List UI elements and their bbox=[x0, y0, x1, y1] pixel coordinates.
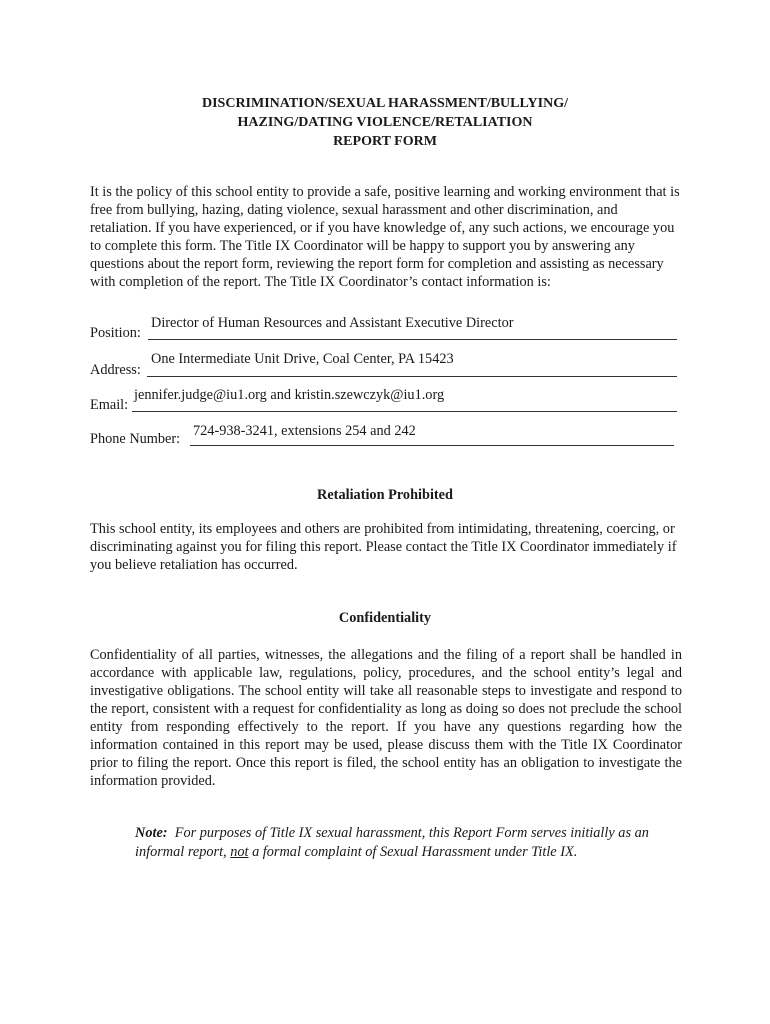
retaliation-paragraph: This school entity, its employees and others are prohibited from intimidating, threatening, coercing, or discriminating against you for filing this report. Please contact the Title IX Coordinator immediately if you believe retaliation has occurred. bbox=[90, 521, 677, 573]
address-field bbox=[90, 351, 677, 379]
phone-underline bbox=[190, 445, 674, 446]
address-value: One Intermediate Unit Drive, Coal Center, PA 15423 bbox=[151, 351, 454, 367]
note-text-before: For purposes of Title IX sexual harassment, this Report Form serves initially as an informal report, bbox=[135, 825, 649, 860]
position-value: Director of Human Resources and Assistant Executive Director bbox=[151, 315, 514, 331]
address-label: Address: bbox=[90, 362, 141, 378]
note-text-after: a formal complaint of Sexual Harassment under Title IX. bbox=[252, 844, 578, 860]
email-underline bbox=[132, 411, 677, 412]
email-value: jennifer.judge@iu1.org and kristin.szewczyk@iu1.org bbox=[134, 387, 445, 403]
confidentiality-paragraph: Confidentiality of all parties, witnesses, the allegations and the filing of a report shall be handled in accordance with applicable law, regulations, policy, procedures, and the school entity’s legal and investigative obligations. The school entity will take all reasonable steps to investigate and respond to the report, consistent with a request for confidentiality as long as doing so does not preclude the school entity from responding effectively to the report. If you have any questions regarding how the information contained in this report may be used, please discuss them with the Title IX Coordinator prior to filing the report. Once this report is filed, the school entity has an obligation to investigate the information provided. bbox=[90, 647, 682, 789]
phone-field bbox=[90, 423, 674, 448]
note-paragraph bbox=[135, 824, 695, 862]
position-underline bbox=[148, 339, 677, 340]
position-field bbox=[90, 315, 677, 342]
title-line-2: HAZING/DATING VIOLENCE/RETALIATION bbox=[237, 115, 533, 130]
title-line-3: REPORT FORM bbox=[333, 134, 437, 149]
email-field bbox=[90, 387, 677, 414]
phone-label: Phone Number: bbox=[90, 431, 181, 447]
confidentiality-heading: Confidentiality bbox=[338, 610, 432, 626]
title-line-1: DISCRIMINATION/SEXUAL HARASSMENT/BULLYING/ bbox=[201, 96, 569, 111]
note-label: Note: bbox=[135, 825, 168, 841]
email-label: Email: bbox=[90, 397, 129, 413]
position-label: Position: bbox=[90, 325, 141, 341]
intro-paragraph: It is the policy of this school entity to provide a safe, positive learning and working environment that is free from bullying, hazing, dating violence, sexual harassment and other discrimination, and retaliation. If you have experienced, or if you have knowledge of, any such actions, we encourage you to complete this form. The Title IX Coordinator will be happy to support you by answering any questions about the report form, reviewing the report form for completion and assisting as necessary with completion of the report. The Title IX Coordinator’s contact information is: bbox=[90, 184, 680, 290]
address-underline bbox=[147, 376, 677, 377]
phone-value: 724-938-3241, extensions 254 and 242 bbox=[193, 423, 416, 439]
form-title bbox=[0, 94, 770, 151]
note-emphasis: not bbox=[230, 844, 249, 860]
retaliation-heading: Retaliation Prohibited bbox=[317, 487, 453, 503]
